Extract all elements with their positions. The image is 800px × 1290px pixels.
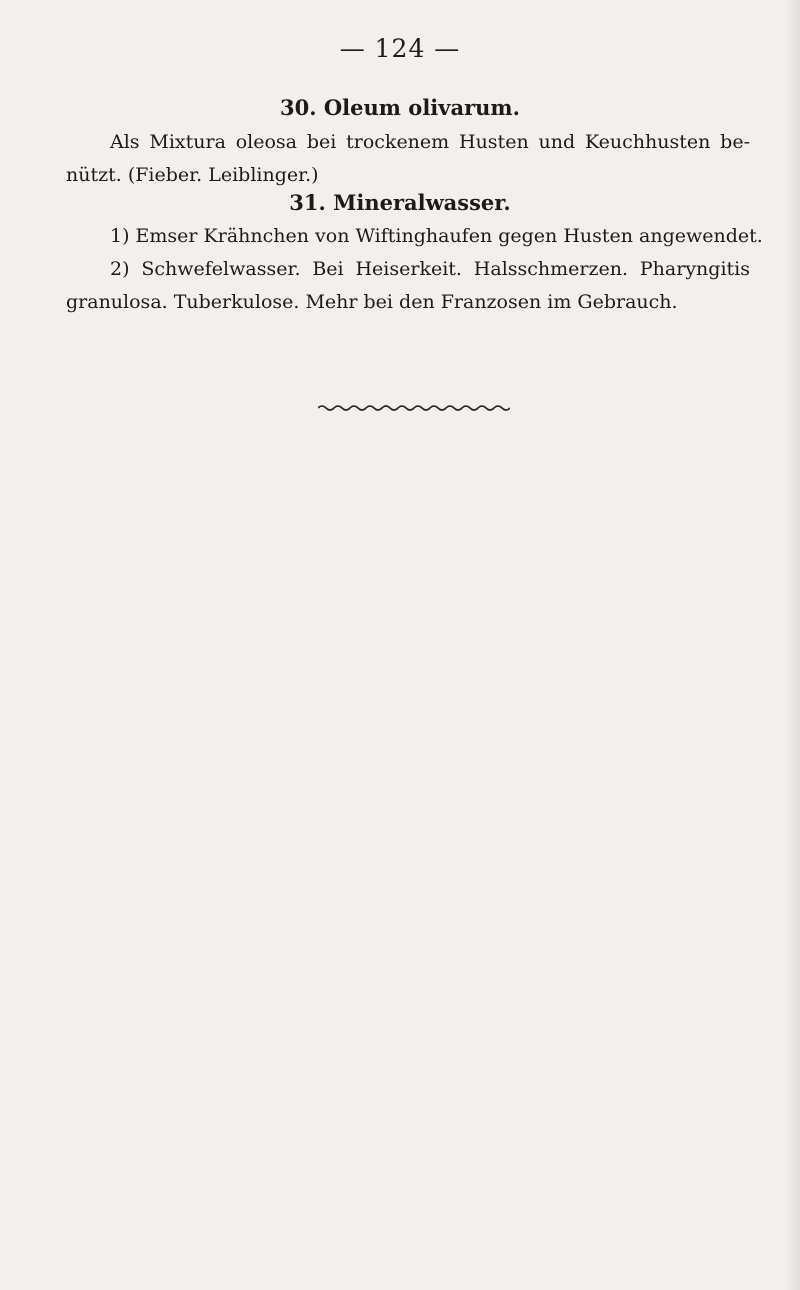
section-30-line-2: nützt. (Fieber. Leiblinger.)	[66, 164, 319, 186]
section-30-paragraph	[66, 126, 750, 192]
section-30-line-1: Als Mixtura oleosa bei trockenem Husten und Keuchhusten be-	[110, 131, 750, 153]
section-31-line-1: 1) Emser Krähnchen von Wiftinghaufen gegen Husten angewendet.	[110, 225, 763, 247]
wavy-divider	[318, 403, 510, 413]
section-30-heading: 30. Oleum olivarum.	[280, 95, 520, 120]
page-number: — 124 —	[339, 34, 461, 63]
section-31-paragraph	[66, 220, 763, 319]
section-31-heading: 31. Mineralwasser.	[289, 190, 511, 215]
section-31-line-3: granulosa. Tuberkulose. Mehr bei den Franzosen im Gebrauch.	[66, 291, 678, 313]
section-31-line-2: 2) Schwefelwasser. Bei Heiserkeit. Halsschmerzen. Pharyngitis	[110, 258, 750, 280]
